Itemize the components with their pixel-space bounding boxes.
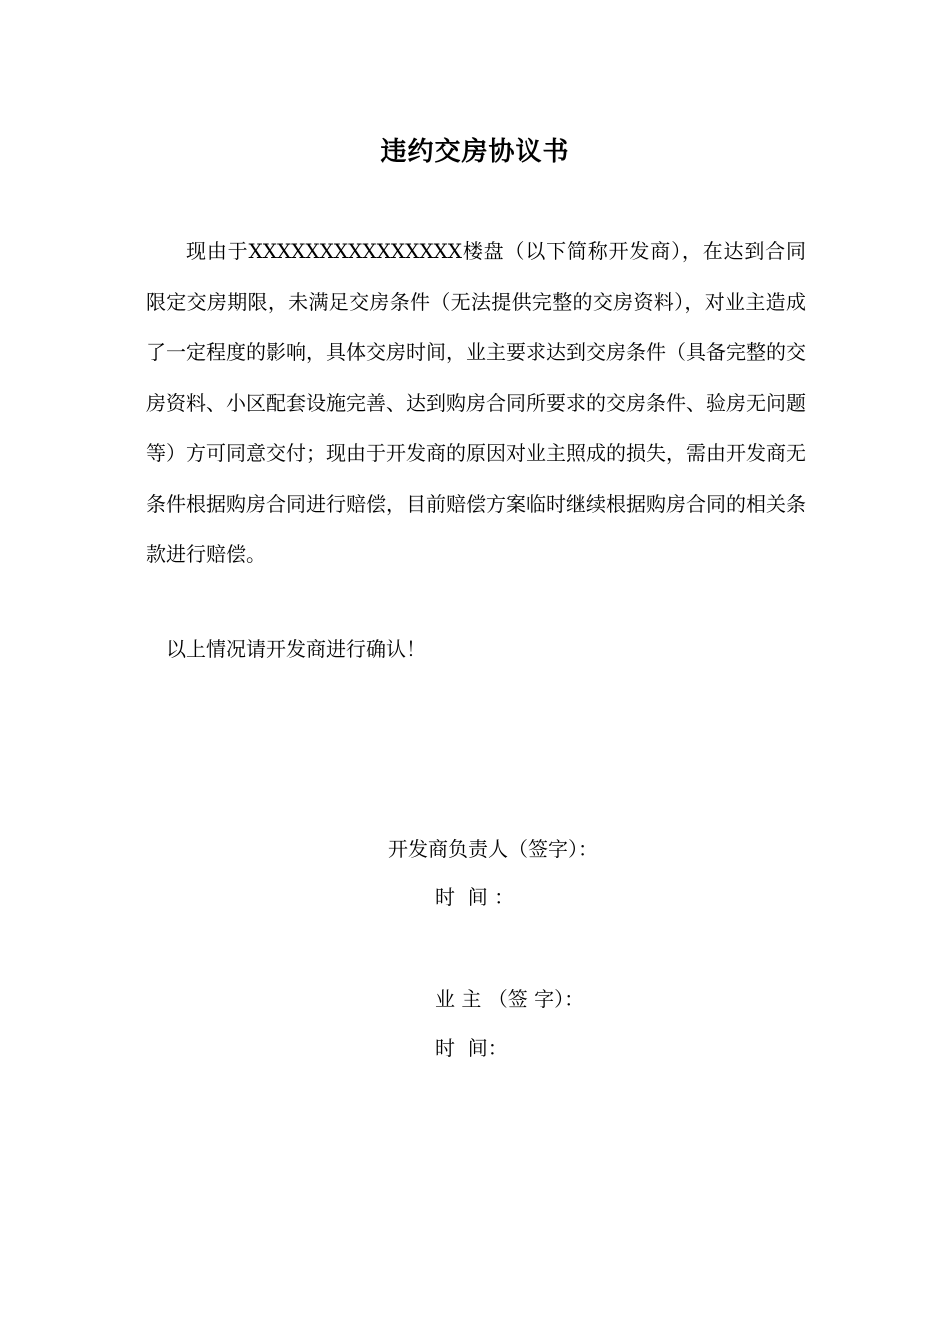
confirmation-line: 以上情况请开发商进行确认！ (166, 637, 426, 661)
agreement-body (146, 226, 806, 580)
owner-time-label: 时 间： (435, 1036, 508, 1060)
agreement-paragraph: 现由于XXXXXXXXXXXXXXX楼盘（以下简称开发商），在达到合同限定交房期限，未满足交房条件（无法提供完整的交房资料），对业主造成了一定程度的影响，具体交房时间，业主要求达到交房条件（具备完整的交房资料、小区配套设施完善、达到购房合同所要求的交房条件、验房无问题等）方可同意交付；现由于开发商的原因对业主照成的损失，需由开发商无条件根据购房合同进行赔偿，目前赔偿方案临时继续根据购房合同的相关条款进行赔偿。 (146, 239, 806, 566)
owner-signature-label: 业 主 （签 字）： (435, 987, 585, 1011)
document-title: 违约交房协议书 (380, 137, 570, 167)
developer-time-label: 时 间 ： (435, 885, 515, 909)
developer-signature-label: 开发商负责人（签字）： (388, 837, 598, 861)
